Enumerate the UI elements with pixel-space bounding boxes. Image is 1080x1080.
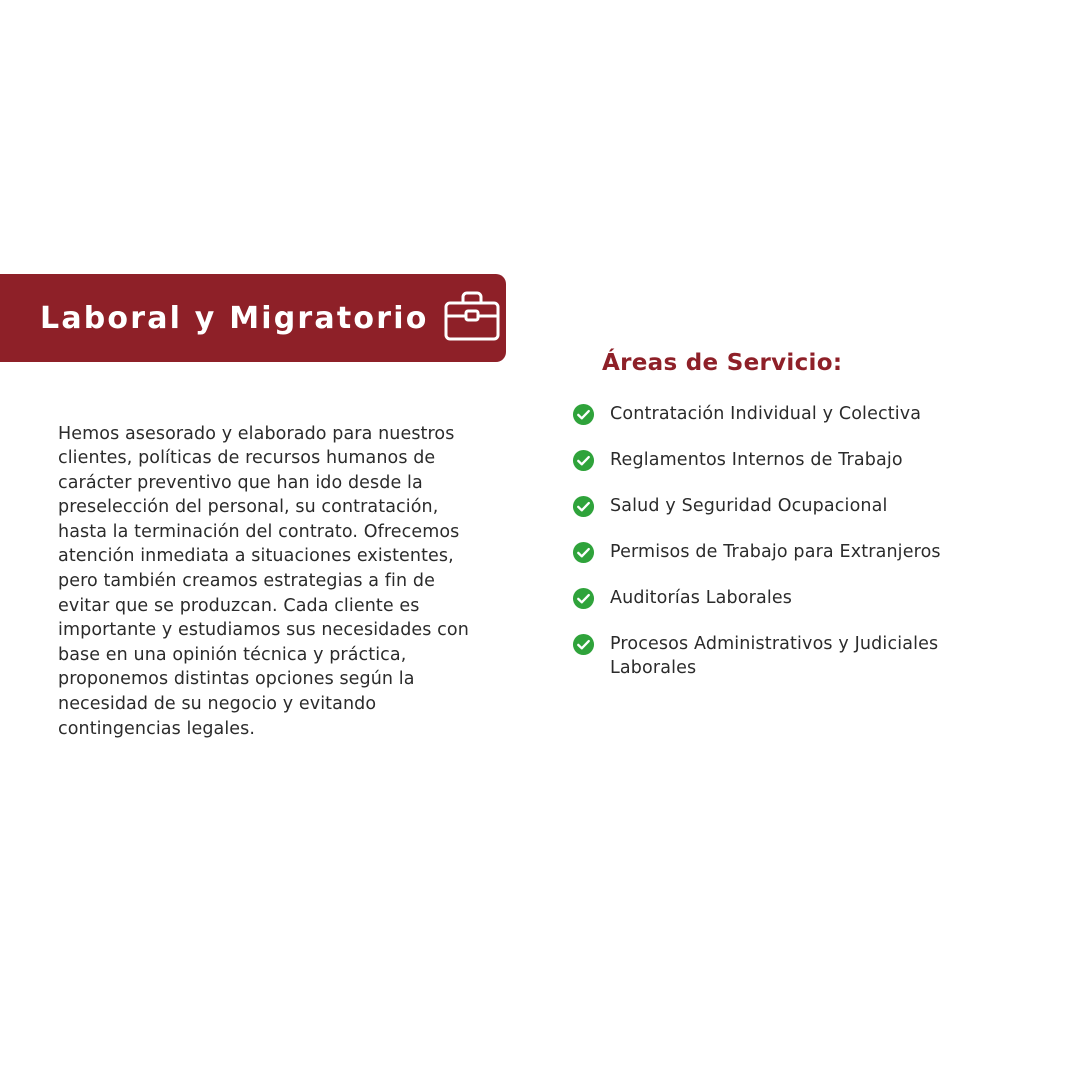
- page-title: Laboral y Migratorio: [40, 300, 429, 336]
- list-item: [572, 494, 1032, 518]
- service-areas-list: [572, 402, 1032, 680]
- list-item: [572, 540, 1032, 564]
- service-item-label: Procesos Administrativos y Judiciales Laborales: [610, 634, 939, 678]
- check-circle-icon: [572, 495, 595, 518]
- description-paragraph: Hemos asesorado y elaborado para nuestros clientes, políticas de recursos humanos de carácter preventivo que han ido desde la preselección del personal, su contratación, hasta la terminación del contrato. Ofrecemos atención inmediata a situaciones existentes, pero también creamos estrategias a fin de evitar que se produzcan. Cada cliente es importante y estudiamos sus necesidades con base en una opinión técnica y práctica, proponemos distintas opciones según la necesidad de su negocio y evitando contingencias legales.: [58, 423, 469, 739]
- service-areas-heading: Áreas de Servicio:: [602, 350, 843, 376]
- check-circle-icon: [572, 633, 595, 656]
- service-item-label: Salud y Seguridad Ocupacional: [610, 496, 888, 516]
- service-item-label: Permisos de Trabajo para Extranjeros: [610, 542, 941, 562]
- check-circle-icon: [572, 403, 595, 426]
- check-circle-icon: [572, 587, 595, 610]
- check-circle-icon: [572, 541, 595, 564]
- service-item-label: Reglamentos Internos de Trabajo: [610, 450, 903, 470]
- section-title-banner: [0, 274, 506, 362]
- service-item-label: Contratación Individual y Colectiva: [610, 404, 922, 424]
- list-item: [572, 586, 1032, 610]
- check-circle-icon: [572, 449, 595, 472]
- service-areas-section: [572, 350, 1032, 702]
- list-item: [572, 402, 1032, 426]
- service-item-label: Auditorías Laborales: [610, 588, 793, 608]
- briefcase-icon: [443, 289, 501, 347]
- list-item: [572, 632, 1032, 680]
- list-item: [572, 448, 1032, 472]
